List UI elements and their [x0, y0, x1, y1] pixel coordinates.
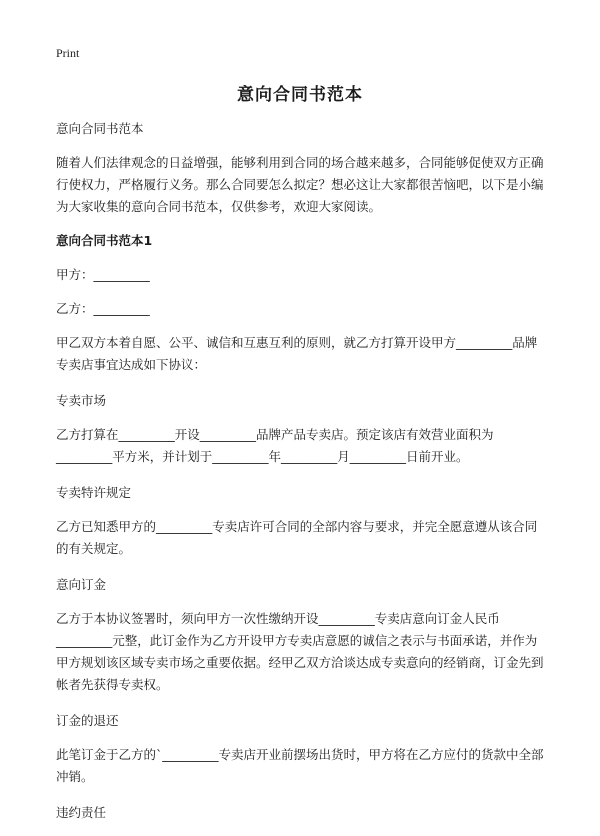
section-heading-deposit: 意向订金	[56, 577, 107, 592]
section-text-license: 乙方已知悉甲方的_________专卖店许可合同的全部内容与要求，并完全愿意遵从该合同的有关规定。	[56, 519, 538, 556]
section-heading-refund: 订金的退还	[56, 713, 119, 728]
section-text-refund: 此笔订金于乙方的`_________专卖店开业前摆场出货时，甲方将在乙方应付的货款中全部冲销。	[56, 747, 544, 784]
intro-paragraph: 随着人们法律观念的日益增强，能够利用到合同的场合越来越多，合同能够促使双方正确行使权力，严格履行义务。那么合同要怎么拟定？想必这让大家都很苦恼吧，以下是小编为大家收集的意向合同书范本，仅供参考，欢迎大家阅读。	[56, 155, 544, 214]
party-a-field: 甲方：_________	[56, 267, 150, 282]
section-text-market: 乙方打算在_________开设_________品牌产品专卖店。预定该店有效营业面积为_________平方米，并计划于_________年_________月_________日前开业。	[56, 427, 494, 464]
section-heading-market: 专卖市场	[56, 393, 107, 408]
section-heading-license: 专卖特许规定	[56, 485, 132, 500]
document-title: 意向合同书范本	[237, 85, 363, 105]
document-subtitle: 意向合同书范本	[56, 121, 144, 136]
section-text-deposit: 乙方于本协议签署时，须向甲方一次性缴纳开设_________专卖店意向订金人民币_________元整，此订金作为乙方开设甲方专卖店意愿的诚信之表示与书面承诺，并作为甲方规划该区域专卖市场之重要依据。经甲乙双方洽谈达成专卖意向的经销商，订金先到帐者先获得专卖权。	[56, 611, 544, 692]
print-label: Print	[56, 46, 80, 60]
contract-heading: 意向合同书范本1	[56, 233, 153, 248]
section-heading-liability: 违约责任	[56, 805, 107, 820]
document-body	[56, 118, 548, 836]
party-b-field: 乙方：_________	[56, 301, 150, 316]
agreement-paragraph: 甲乙双方本着自愿、公平、诚信和互惠互利的原则，就乙方打算开设甲方_________品牌专卖店事宜达成如下协议：	[56, 335, 538, 372]
